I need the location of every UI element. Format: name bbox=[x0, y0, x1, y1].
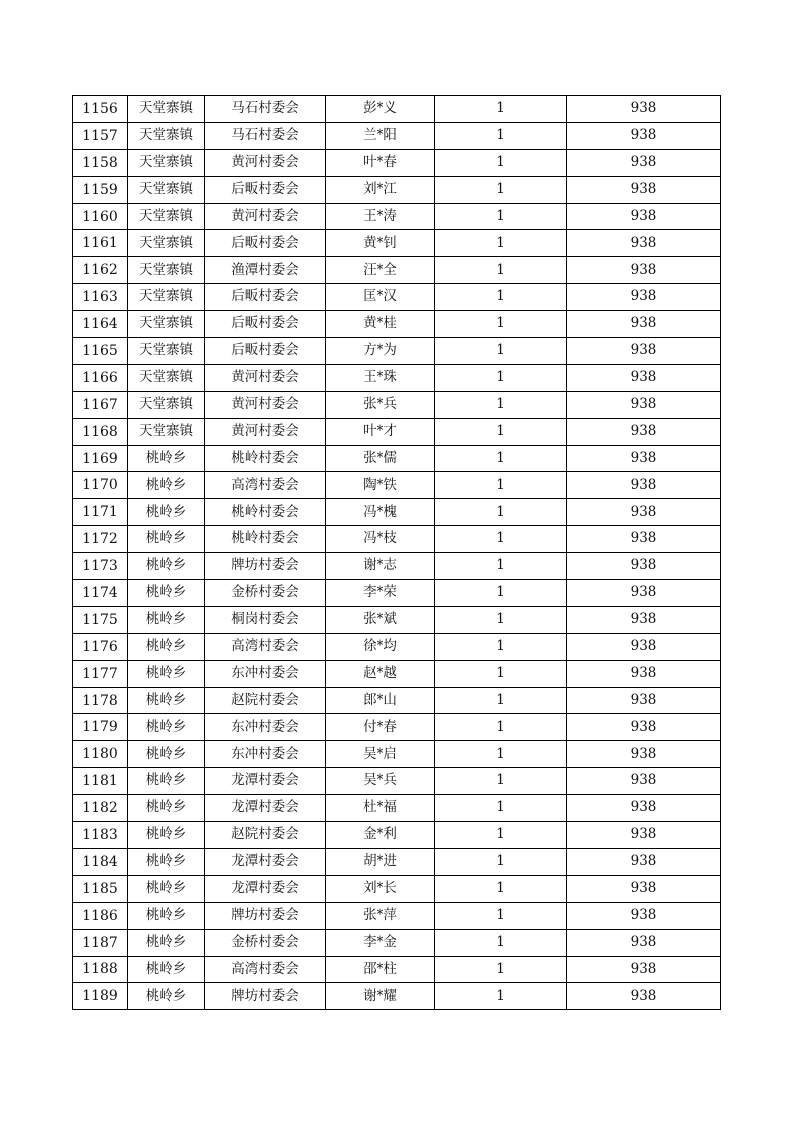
township-cell: 桃岭乡 bbox=[128, 633, 205, 660]
village-committee-cell: 东冲村委会 bbox=[205, 660, 326, 687]
village-committee-cell: 赵院村委会 bbox=[205, 822, 326, 849]
amount-cell: 938 bbox=[567, 526, 721, 553]
amount-cell: 938 bbox=[567, 472, 721, 499]
serial-number-cell: 1159 bbox=[73, 176, 128, 203]
table-row bbox=[73, 553, 721, 580]
person-name-cell: 谢*志 bbox=[326, 553, 435, 580]
table-row bbox=[73, 822, 721, 849]
township-cell: 桃岭乡 bbox=[128, 848, 205, 875]
person-name-cell: 杜*福 bbox=[326, 795, 435, 822]
table-row bbox=[73, 526, 721, 553]
person-name-cell: 冯*槐 bbox=[326, 499, 435, 526]
village-committee-cell: 牌坊村委会 bbox=[205, 983, 326, 1010]
serial-number-cell: 1175 bbox=[73, 606, 128, 633]
person-name-cell: 兰*阳 bbox=[326, 122, 435, 149]
village-committee-cell: 黄河村委会 bbox=[205, 149, 326, 176]
township-cell: 桃岭乡 bbox=[128, 472, 205, 499]
person-name-cell: 汪*全 bbox=[326, 257, 435, 284]
count-cell: 1 bbox=[435, 714, 567, 741]
village-committee-cell: 金桥村委会 bbox=[205, 580, 326, 607]
serial-number-cell: 1161 bbox=[73, 230, 128, 257]
serial-number-cell: 1156 bbox=[73, 96, 128, 123]
amount-cell: 938 bbox=[567, 418, 721, 445]
serial-number-cell: 1176 bbox=[73, 633, 128, 660]
table-row bbox=[73, 391, 721, 418]
person-name-cell: 张*斌 bbox=[326, 606, 435, 633]
count-cell: 1 bbox=[435, 176, 567, 203]
township-cell: 桃岭乡 bbox=[128, 768, 205, 795]
count-cell: 1 bbox=[435, 687, 567, 714]
count-cell: 1 bbox=[435, 875, 567, 902]
serial-number-cell: 1170 bbox=[73, 472, 128, 499]
serial-number-cell: 1163 bbox=[73, 284, 128, 311]
serial-number-cell: 1182 bbox=[73, 795, 128, 822]
person-name-cell: 胡*进 bbox=[326, 848, 435, 875]
serial-number-cell: 1171 bbox=[73, 499, 128, 526]
township-cell: 桃岭乡 bbox=[128, 445, 205, 472]
table-row bbox=[73, 149, 721, 176]
count-cell: 1 bbox=[435, 902, 567, 929]
serial-number-cell: 1177 bbox=[73, 660, 128, 687]
table-row bbox=[73, 687, 721, 714]
amount-cell: 938 bbox=[567, 96, 721, 123]
township-cell: 天堂寨镇 bbox=[128, 338, 205, 365]
table-row bbox=[73, 633, 721, 660]
serial-number-cell: 1181 bbox=[73, 768, 128, 795]
serial-number-cell: 1169 bbox=[73, 445, 128, 472]
township-cell: 桃岭乡 bbox=[128, 580, 205, 607]
amount-cell: 938 bbox=[567, 445, 721, 472]
serial-number-cell: 1178 bbox=[73, 687, 128, 714]
village-committee-cell: 黄河村委会 bbox=[205, 364, 326, 391]
township-cell: 桃岭乡 bbox=[128, 606, 205, 633]
village-committee-cell: 黄河村委会 bbox=[205, 391, 326, 418]
amount-cell: 938 bbox=[567, 983, 721, 1010]
amount-cell: 938 bbox=[567, 311, 721, 338]
person-name-cell: 张*萍 bbox=[326, 902, 435, 929]
amount-cell: 938 bbox=[567, 687, 721, 714]
count-cell: 1 bbox=[435, 553, 567, 580]
person-name-cell: 张*兵 bbox=[326, 391, 435, 418]
table-row bbox=[73, 311, 721, 338]
count-cell: 1 bbox=[435, 96, 567, 123]
table-row bbox=[73, 203, 721, 230]
village-committee-cell: 马石村委会 bbox=[205, 96, 326, 123]
amount-cell: 938 bbox=[567, 176, 721, 203]
person-name-cell: 刘*江 bbox=[326, 176, 435, 203]
person-name-cell: 黄*桂 bbox=[326, 311, 435, 338]
township-cell: 桃岭乡 bbox=[128, 956, 205, 983]
count-cell: 1 bbox=[435, 284, 567, 311]
serial-number-cell: 1165 bbox=[73, 338, 128, 365]
person-name-cell: 谢*耀 bbox=[326, 983, 435, 1010]
person-name-cell: 叶*才 bbox=[326, 418, 435, 445]
township-cell: 天堂寨镇 bbox=[128, 391, 205, 418]
serial-number-cell: 1188 bbox=[73, 956, 128, 983]
serial-number-cell: 1157 bbox=[73, 122, 128, 149]
amount-cell: 938 bbox=[567, 956, 721, 983]
count-cell: 1 bbox=[435, 364, 567, 391]
table-row bbox=[73, 768, 721, 795]
amount-cell: 938 bbox=[567, 606, 721, 633]
village-committee-cell: 渔潭村委会 bbox=[205, 257, 326, 284]
serial-number-cell: 1160 bbox=[73, 203, 128, 230]
township-cell: 桃岭乡 bbox=[128, 822, 205, 849]
table-row bbox=[73, 499, 721, 526]
amount-cell: 938 bbox=[567, 391, 721, 418]
table-row bbox=[73, 606, 721, 633]
amount-cell: 938 bbox=[567, 149, 721, 176]
township-cell: 天堂寨镇 bbox=[128, 257, 205, 284]
table-row bbox=[73, 284, 721, 311]
table-body bbox=[73, 96, 721, 1010]
serial-number-cell: 1173 bbox=[73, 553, 128, 580]
count-cell: 1 bbox=[435, 499, 567, 526]
person-name-cell: 陶*铁 bbox=[326, 472, 435, 499]
table-row bbox=[73, 364, 721, 391]
count-cell: 1 bbox=[435, 526, 567, 553]
township-cell: 桃岭乡 bbox=[128, 795, 205, 822]
village-committee-cell: 龙潭村委会 bbox=[205, 848, 326, 875]
serial-number-cell: 1179 bbox=[73, 714, 128, 741]
village-committee-cell: 金桥村委会 bbox=[205, 929, 326, 956]
village-committee-cell: 马石村委会 bbox=[205, 122, 326, 149]
township-cell: 天堂寨镇 bbox=[128, 96, 205, 123]
serial-number-cell: 1174 bbox=[73, 580, 128, 607]
person-name-cell: 冯*枝 bbox=[326, 526, 435, 553]
serial-number-cell: 1167 bbox=[73, 391, 128, 418]
table-row bbox=[73, 580, 721, 607]
count-cell: 1 bbox=[435, 929, 567, 956]
serial-number-cell: 1183 bbox=[73, 822, 128, 849]
count-cell: 1 bbox=[435, 795, 567, 822]
person-name-cell: 李*荣 bbox=[326, 580, 435, 607]
amount-cell: 938 bbox=[567, 257, 721, 284]
person-name-cell: 付*春 bbox=[326, 714, 435, 741]
village-committee-cell: 牌坊村委会 bbox=[205, 902, 326, 929]
township-cell: 桃岭乡 bbox=[128, 983, 205, 1010]
person-name-cell: 匡*汉 bbox=[326, 284, 435, 311]
count-cell: 1 bbox=[435, 768, 567, 795]
count-cell: 1 bbox=[435, 956, 567, 983]
table-row bbox=[73, 983, 721, 1010]
village-committee-cell: 桐岗村委会 bbox=[205, 606, 326, 633]
table-row bbox=[73, 848, 721, 875]
count-cell: 1 bbox=[435, 338, 567, 365]
amount-cell: 938 bbox=[567, 203, 721, 230]
serial-number-cell: 1186 bbox=[73, 902, 128, 929]
village-committee-cell: 龙潭村委会 bbox=[205, 768, 326, 795]
village-committee-cell: 龙潭村委会 bbox=[205, 875, 326, 902]
amount-cell: 938 bbox=[567, 284, 721, 311]
person-name-cell: 王*涛 bbox=[326, 203, 435, 230]
amount-cell: 938 bbox=[567, 499, 721, 526]
count-cell: 1 bbox=[435, 660, 567, 687]
village-committee-cell: 后畈村委会 bbox=[205, 230, 326, 257]
count-cell: 1 bbox=[435, 741, 567, 768]
amount-cell: 938 bbox=[567, 822, 721, 849]
township-cell: 天堂寨镇 bbox=[128, 418, 205, 445]
person-name-cell: 邵*柱 bbox=[326, 956, 435, 983]
count-cell: 1 bbox=[435, 445, 567, 472]
person-name-cell: 彭*义 bbox=[326, 96, 435, 123]
village-committee-cell: 牌坊村委会 bbox=[205, 553, 326, 580]
village-committee-cell: 高湾村委会 bbox=[205, 956, 326, 983]
village-committee-cell: 东冲村委会 bbox=[205, 714, 326, 741]
township-cell: 桃岭乡 bbox=[128, 687, 205, 714]
table-row bbox=[73, 418, 721, 445]
township-cell: 桃岭乡 bbox=[128, 553, 205, 580]
person-name-cell: 李*金 bbox=[326, 929, 435, 956]
count-cell: 1 bbox=[435, 983, 567, 1010]
township-cell: 天堂寨镇 bbox=[128, 122, 205, 149]
person-name-cell: 吴*启 bbox=[326, 741, 435, 768]
beneficiary-table bbox=[72, 95, 721, 1010]
township-cell: 桃岭乡 bbox=[128, 714, 205, 741]
township-cell: 桃岭乡 bbox=[128, 902, 205, 929]
serial-number-cell: 1187 bbox=[73, 929, 128, 956]
serial-number-cell: 1184 bbox=[73, 848, 128, 875]
village-committee-cell: 东冲村委会 bbox=[205, 741, 326, 768]
amount-cell: 938 bbox=[567, 633, 721, 660]
amount-cell: 938 bbox=[567, 929, 721, 956]
amount-cell: 938 bbox=[567, 122, 721, 149]
person-name-cell: 徐*均 bbox=[326, 633, 435, 660]
person-name-cell: 张*儒 bbox=[326, 445, 435, 472]
township-cell: 天堂寨镇 bbox=[128, 203, 205, 230]
table-row bbox=[73, 929, 721, 956]
amount-cell: 938 bbox=[567, 364, 721, 391]
table-row bbox=[73, 96, 721, 123]
serial-number-cell: 1189 bbox=[73, 983, 128, 1010]
table-row bbox=[73, 445, 721, 472]
person-name-cell: 刘*长 bbox=[326, 875, 435, 902]
table-row bbox=[73, 714, 721, 741]
table-row bbox=[73, 660, 721, 687]
village-committee-cell: 高湾村委会 bbox=[205, 472, 326, 499]
table-row bbox=[73, 795, 721, 822]
serial-number-cell: 1162 bbox=[73, 257, 128, 284]
township-cell: 天堂寨镇 bbox=[128, 176, 205, 203]
person-name-cell: 叶*春 bbox=[326, 149, 435, 176]
count-cell: 1 bbox=[435, 418, 567, 445]
table-row bbox=[73, 122, 721, 149]
table-row bbox=[73, 176, 721, 203]
count-cell: 1 bbox=[435, 149, 567, 176]
township-cell: 桃岭乡 bbox=[128, 875, 205, 902]
township-cell: 天堂寨镇 bbox=[128, 311, 205, 338]
village-committee-cell: 后畈村委会 bbox=[205, 311, 326, 338]
amount-cell: 938 bbox=[567, 875, 721, 902]
township-cell: 桃岭乡 bbox=[128, 526, 205, 553]
count-cell: 1 bbox=[435, 122, 567, 149]
serial-number-cell: 1172 bbox=[73, 526, 128, 553]
village-committee-cell: 后畈村委会 bbox=[205, 284, 326, 311]
table-row bbox=[73, 875, 721, 902]
village-committee-cell: 高湾村委会 bbox=[205, 633, 326, 660]
count-cell: 1 bbox=[435, 822, 567, 849]
village-committee-cell: 后畈村委会 bbox=[205, 176, 326, 203]
township-cell: 桃岭乡 bbox=[128, 660, 205, 687]
amount-cell: 938 bbox=[567, 741, 721, 768]
table-row bbox=[73, 741, 721, 768]
township-cell: 桃岭乡 bbox=[128, 929, 205, 956]
count-cell: 1 bbox=[435, 580, 567, 607]
person-name-cell: 赵*越 bbox=[326, 660, 435, 687]
table-row bbox=[73, 230, 721, 257]
table-row bbox=[73, 338, 721, 365]
table-row bbox=[73, 472, 721, 499]
count-cell: 1 bbox=[435, 203, 567, 230]
amount-cell: 938 bbox=[567, 553, 721, 580]
village-committee-cell: 黄河村委会 bbox=[205, 203, 326, 230]
village-committee-cell: 黄河村委会 bbox=[205, 418, 326, 445]
count-cell: 1 bbox=[435, 848, 567, 875]
township-cell: 桃岭乡 bbox=[128, 741, 205, 768]
count-cell: 1 bbox=[435, 633, 567, 660]
person-name-cell: 郎*山 bbox=[326, 687, 435, 714]
village-committee-cell: 赵院村委会 bbox=[205, 687, 326, 714]
table-row bbox=[73, 956, 721, 983]
village-committee-cell: 桃岭村委会 bbox=[205, 445, 326, 472]
village-committee-cell: 桃岭村委会 bbox=[205, 526, 326, 553]
amount-cell: 938 bbox=[567, 768, 721, 795]
serial-number-cell: 1164 bbox=[73, 311, 128, 338]
village-committee-cell: 龙潭村委会 bbox=[205, 795, 326, 822]
amount-cell: 938 bbox=[567, 795, 721, 822]
count-cell: 1 bbox=[435, 257, 567, 284]
amount-cell: 938 bbox=[567, 230, 721, 257]
subsidy-list-sheet bbox=[72, 95, 720, 1010]
township-cell: 天堂寨镇 bbox=[128, 364, 205, 391]
person-name-cell: 方*为 bbox=[326, 338, 435, 365]
table-row bbox=[73, 902, 721, 929]
serial-number-cell: 1185 bbox=[73, 875, 128, 902]
count-cell: 1 bbox=[435, 472, 567, 499]
person-name-cell: 王*珠 bbox=[326, 364, 435, 391]
village-committee-cell: 后畈村委会 bbox=[205, 338, 326, 365]
serial-number-cell: 1168 bbox=[73, 418, 128, 445]
person-name-cell: 黄*钊 bbox=[326, 230, 435, 257]
amount-cell: 938 bbox=[567, 848, 721, 875]
amount-cell: 938 bbox=[567, 338, 721, 365]
township-cell: 天堂寨镇 bbox=[128, 149, 205, 176]
township-cell: 天堂寨镇 bbox=[128, 230, 205, 257]
person-name-cell: 吴*兵 bbox=[326, 768, 435, 795]
serial-number-cell: 1158 bbox=[73, 149, 128, 176]
village-committee-cell: 桃岭村委会 bbox=[205, 499, 326, 526]
count-cell: 1 bbox=[435, 311, 567, 338]
count-cell: 1 bbox=[435, 606, 567, 633]
amount-cell: 938 bbox=[567, 902, 721, 929]
township-cell: 天堂寨镇 bbox=[128, 284, 205, 311]
serial-number-cell: 1180 bbox=[73, 741, 128, 768]
person-name-cell: 金*利 bbox=[326, 822, 435, 849]
count-cell: 1 bbox=[435, 230, 567, 257]
amount-cell: 938 bbox=[567, 714, 721, 741]
township-cell: 桃岭乡 bbox=[128, 499, 205, 526]
serial-number-cell: 1166 bbox=[73, 364, 128, 391]
amount-cell: 938 bbox=[567, 660, 721, 687]
table-row bbox=[73, 257, 721, 284]
amount-cell: 938 bbox=[567, 580, 721, 607]
count-cell: 1 bbox=[435, 391, 567, 418]
